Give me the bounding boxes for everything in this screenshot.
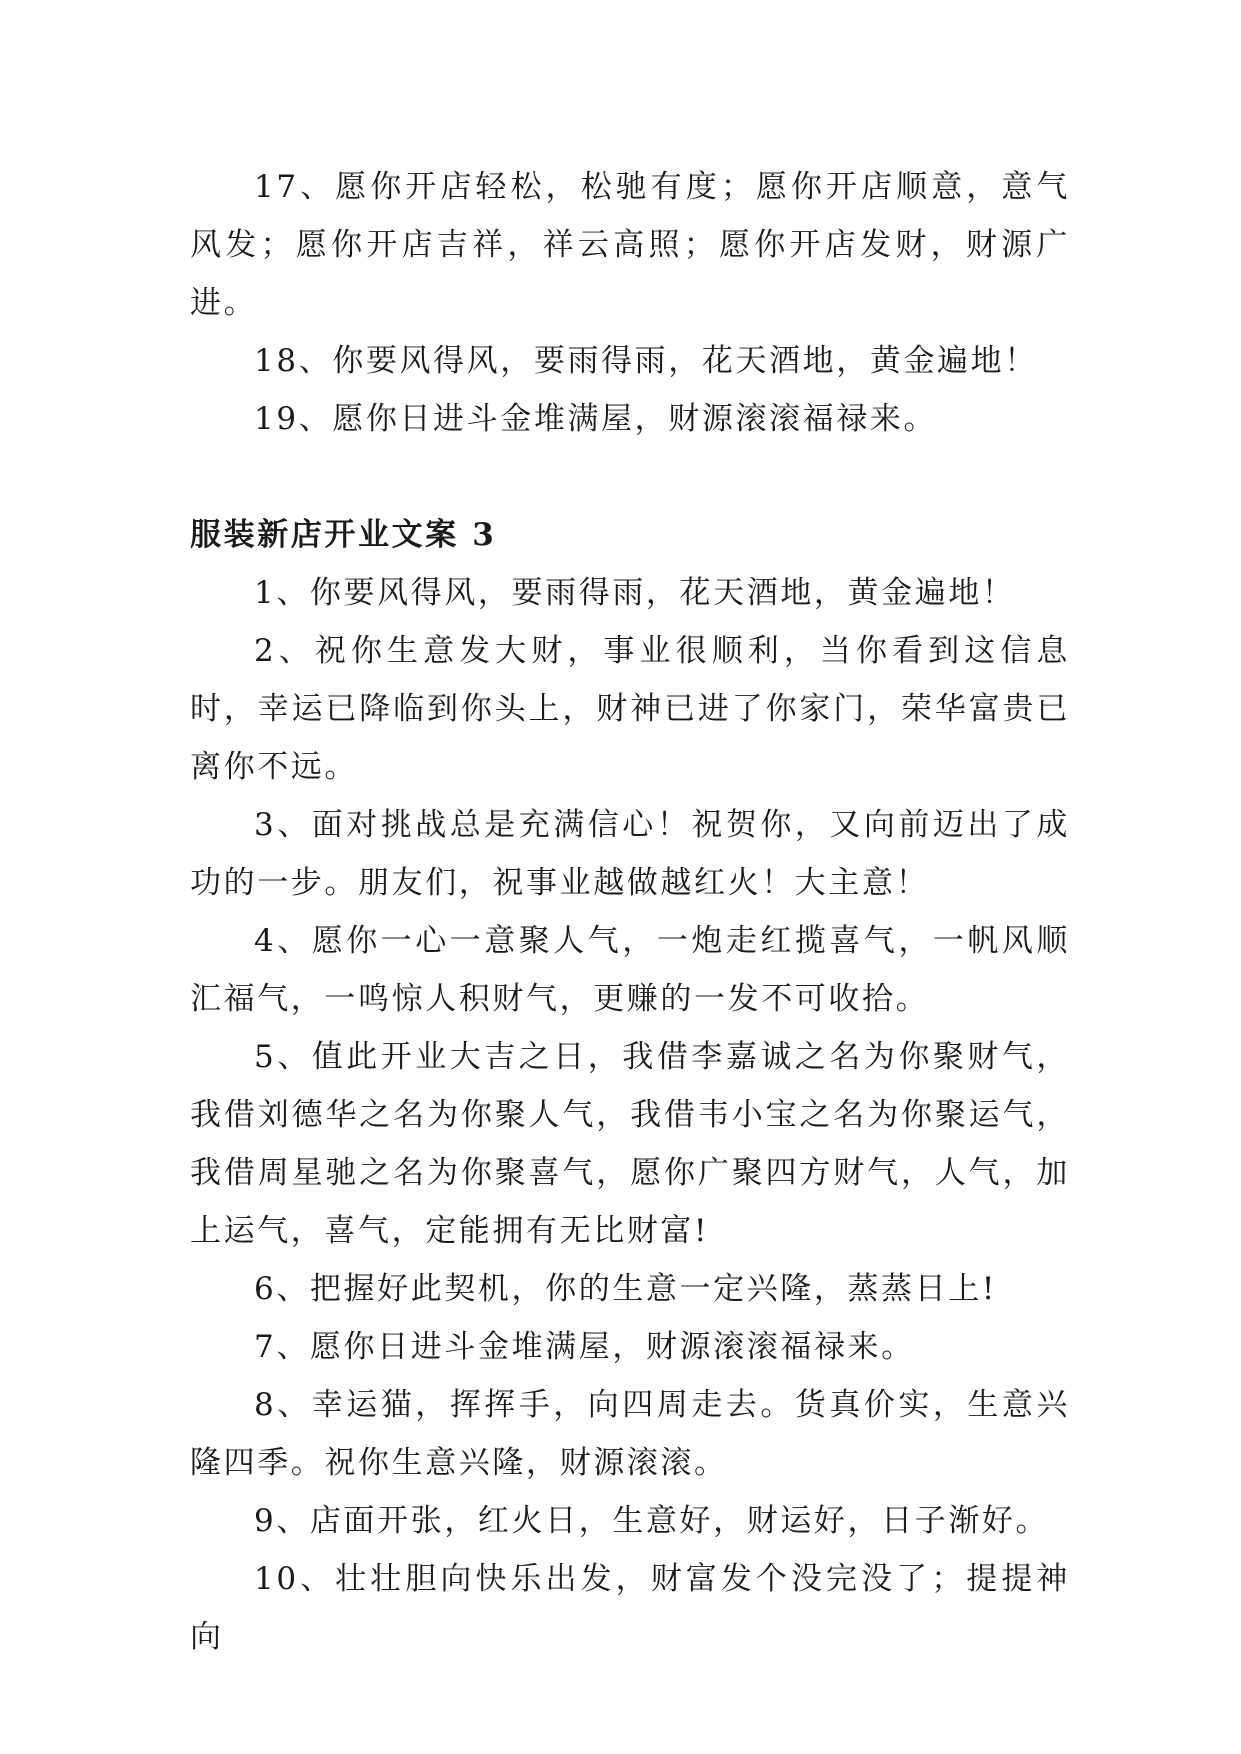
document-body [190, 158, 1070, 1666]
list-item: 17、愿你开店轻松，松驰有度；愿你开店顺意，意气风发；愿你开店吉祥，祥云高照；愿你开店发财，财源广进。 [190, 169, 1070, 321]
list-item: 10、壮壮胆向快乐出发，财富发个没完没了；提提神向 [190, 1561, 1070, 1655]
section-title: 服装新店开业文案 3 [190, 517, 497, 553]
list-item: 2、祝你生意发大财，事业很顺利，当你看到这信息时，幸运已降临到你头上，财神已进了你家门，荣华富贵已离你不远。 [190, 633, 1070, 785]
list-item: 8、幸运猫，挥挥手，向四周走去。货真价实，生意兴隆四季。祝你生意兴隆，财源滚滚。 [190, 1387, 1070, 1481]
list-item: 1、你要风得风，要雨得雨，花天酒地，黄金遍地！ [254, 575, 1016, 611]
list-item: 5、值此开业大吉之日，我借李嘉诚之名为你聚财气，我借刘德华之名为你聚人气，我借韦小宝之名为你聚运气，我借周星驰之名为你聚喜气，愿你广聚四方财气，人气，加上运气，喜气，定能拥有无比财富! [190, 1039, 1070, 1249]
list-item: 3、面对挑战总是充满信心！祝贺你，又向前迈出了成功的一步。朋友们，祝事业越做越红火！大主意！ [190, 807, 1070, 901]
list-item: 6、把握好此契机，你的生意一定兴隆，蒸蒸日上! [254, 1271, 997, 1307]
top-items [190, 158, 1070, 448]
section-spacer [190, 448, 1070, 506]
list-item: 4、愿你一心一意聚人气，一炮走红揽喜气，一帆风顺汇福气，一鸣惊人积财气，更赚的一发不可收拾。 [190, 923, 1070, 1017]
list-item: 7、愿你日进斗金堆满屋，财源滚滚福禄来。 [254, 1329, 915, 1365]
list-item: 18、你要风得风，要雨得雨，花天酒地，黄金遍地！ [254, 343, 1038, 379]
list-item: 19、愿你日进斗金堆满屋，财源滚滚福禄来。 [254, 401, 938, 437]
list-item: 9、店面开张，红火日，生意好，财运好，日子渐好。 [254, 1503, 1050, 1539]
section-items [190, 564, 1070, 1666]
